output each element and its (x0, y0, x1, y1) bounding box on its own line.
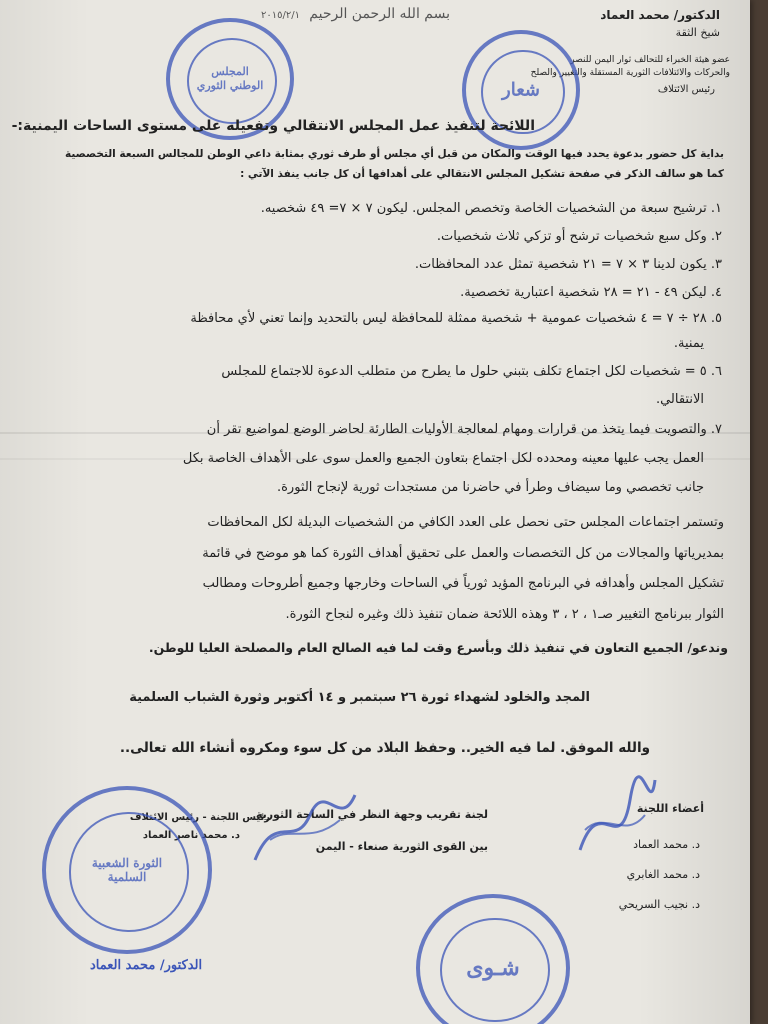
glory-line: المجد والخلود لشهداء ثورة ٢٦ سبتمبر و ١٤ أكتوبر وثورة الشباب السلمية (129, 690, 590, 705)
list-item: ٢. وكل سبع شخصيات ترشح أو تزكي ثلاث شخصيات. (436, 229, 722, 244)
call-to-action: وندعو/ الجميع التعاون في تنفيذ ذلك وبأسرع وقت لما فيه الصالح العام والمصلحة العليا للوطن. (148, 640, 728, 655)
committee-member: د. محمد الغابري (626, 868, 700, 881)
official-stamp (42, 786, 212, 954)
list-item: ١. ترشيح سبعة من الشخصيات الخاصة وتخصص المجلس. ليكون ٧ × ٧= ٤٩ شخصيه. (260, 201, 722, 216)
signature-scribble (250, 790, 360, 870)
chair-signature: الدكتور/ محمد العماد (90, 958, 203, 973)
paragraph-line: بمديرياتها والمجالات من كل التخصصات والعمل على تحقيق أهداف الثورة كما هو موضح في قائمة (202, 546, 724, 561)
committee-members-title: أعضاء اللجنة (636, 802, 704, 815)
list-item-continuation: الانتقالي. (655, 392, 704, 407)
stamp-text: الثورة الشعبية السلمية (91, 856, 163, 884)
closing-line: والله الموفق. لما فيه الخير.. وحفظ البلاد من كل سوء ومكروه أنشاء الله تعالى.. (119, 740, 650, 756)
bismillah: بسم الله الرحمن الرحيم (309, 6, 450, 22)
list-item-continuation: العمل يجب عليها معينه ومحدده لكل اجتماع بتعاون الجميع والعمل سوى على الأهداف الخاصة بكل (182, 451, 704, 466)
intro-line: كما هو سالف الذكر في صفحة تشكيل المجلس الانتقالي على أهدافها أن كل جانب ينفذ الآتي : (240, 168, 724, 180)
list-item: ٧. والتصويت فيما يتخذ من قرارات ومهام لمعالجة الأوليات الطارئة لحاضر الوضع لمواضيع تقر أن (206, 422, 722, 437)
stamp-text: شـوى (466, 955, 520, 981)
document-number: ٢٠١٥/٢/١ (261, 10, 300, 21)
committee-name: لجنة تقريب وجهة النظر في الساحة الثورية (255, 808, 488, 821)
chair-title: رئيس اللجنة - رئيس الائتلاف (129, 812, 270, 823)
paragraph-line: وتستمر اجتماعات المجلس حتى نحصل على العدد الكافي من الشخصيات البديلة لكل المحافظات (207, 515, 724, 530)
committee-location: بين القوى الثورية صنعاء - اليمن (315, 840, 488, 853)
official-stamp (416, 894, 570, 1024)
intro-line: بداية كل حضور بدعوة يحدد فيها الوقت والمكان من قبل أي مجلس أو طرف ثوري بمثابة داعي الوطن للمجالس السبعة التخصصية (65, 148, 724, 160)
sender-line: رئيس الائتلاف (657, 84, 715, 95)
stamp-text: المجلس الوطني الثوري (196, 65, 264, 92)
committee-member: د. نجيب السريحي (618, 898, 700, 911)
list-item: ٦. ٥ = شخصيات لكل اجتماع تكلف بتبني حلول ما يطرح من متطلب الدعوة للاجتماع للمجلس (221, 364, 722, 379)
list-item: ٥. ٢٨ ÷ ٧ = ٤ شخصيات عمومية + شخصية ممثلة للمحافظة ليس بالتحديد وإنما تعني لأي محافظة (190, 311, 722, 326)
sender-title: الدكتور/ محمد العماد (600, 8, 720, 22)
paragraph-line: تشكيل المجلس وأهدافه في البرنامج المؤيد ثورياً في الساحات وخارجها وجميع أطروحات ومطالب (202, 576, 724, 591)
signature-scribble (570, 770, 660, 870)
stamp-text: شعار (502, 79, 540, 101)
chair-name: د. محمد ناصر العماد (142, 830, 240, 841)
document-title: اللائحة لتنفيذ عمل المجلس الانتقالي وتفعيله على مستوى الساحات اليمنية:- (11, 118, 535, 134)
sender-role: شيخ الثقة (675, 26, 720, 39)
list-item: ٣. يكون لدينا ٣ × ٧ = ٢١ شخصية تمثل عدد المحافظات. (414, 257, 722, 272)
committee-member: د. محمد العماد (633, 838, 700, 851)
list-item-continuation: يمنية. (673, 336, 704, 351)
sender-line: والحركات والائتلافات الثورية المستقلة والتغيير والصلح (530, 68, 730, 78)
list-item-continuation: جانب تخصصي وما سيضاف وطرأ في حاضرنا من مستجدات ثورية لإنجاح الثورة. (276, 480, 704, 495)
sender-line: عضو هيئة الخبراء للتحالف ثوار اليمن للنصر (570, 55, 730, 65)
paragraph-line: الثوار ببرنامج التغيير صـ١ ، ٢ ، ٣ وهذه اللائحة ضمان تنفيذ ذلك وغيره لنجاح الثورة. (285, 607, 724, 622)
list-item: ٤. ليكن ٤٩ - ٢١ = ٢٨ شخصية اعتبارية تخصصية. (460, 285, 722, 300)
